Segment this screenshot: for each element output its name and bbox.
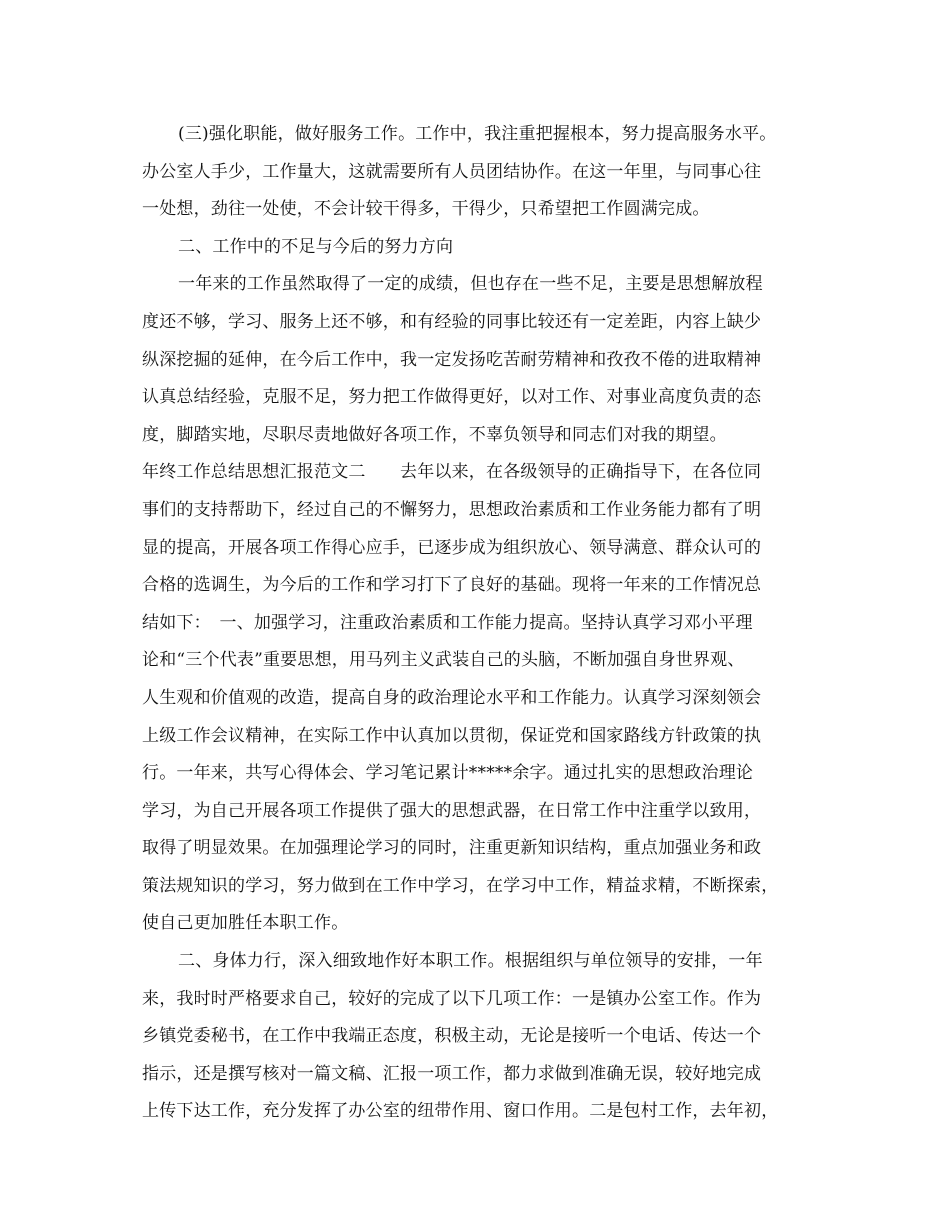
paragraph-line: 年终工作总结思想汇报范文二 去年以来，在各级领导的正确指导下，在各位同 [142,462,762,483]
paragraph-line: 上级工作会议精神，在实际工作中认真加以贯彻，保证党和国家路线方针政策的执 [142,725,762,746]
paragraph-line: 纵深挖掘的延伸，在今后工作中，我一定发扬吃苦耐劳精神和孜孜不倦的进取精神 [142,349,762,370]
paragraph-line: 人生观和价值观的改造，提高自身的政治理论水平和工作能力。认真学习深刻领会 [142,687,762,708]
paragraph-line: 事们的支持帮助下，经过自己的不懈努力，思想政治素质和工作业务能力都有了明 [142,499,762,520]
paragraph-line: 策法规知识的学习，努力做到在工作中学习，在学习中工作，精益求精，不断探索， [142,875,779,896]
section-heading: 二、工作中的不足与今后的努力方向 [178,236,454,257]
paragraph-line: 一年来的工作虽然取得了一定的成绩，但也存在一些不足，主要是思想解放程 [178,274,763,295]
paragraph-line: 认真总结经验，克服不足，努力把工作做得更好，以对工作、对事业高度负责的态 [142,387,762,408]
paragraph-line: 学习，为自己开展各项工作提供了强大的思想武器，在日常工作中注重学以致用， [142,800,762,821]
paragraph-line: 取得了明显效果。在加强理论学习的同时，注重更新知识结构，重点加强业务和政 [142,838,762,859]
document-body [142,116,822,1131]
paragraph-line: 结如下： 一、加强学习，注重政治素质和工作能力提高。坚持认真学习邓小平理 [142,612,753,633]
paragraph-line: 度还不够，学习、服务上还不够，和有经验的同事比较还有一定差距，内容上缺少 [142,311,762,332]
paragraph-line: 上传下达工作，充分发挥了办公室的纽带作用、窗口作用。二是包村工作，去年初， [142,1101,779,1122]
paragraph-line: 办公室人手少，工作量大，这就需要所有人员团结协作。在这一年里，与同事心往 [142,161,762,182]
paragraph-line: 指示，还是撰写核对一篇文稿、汇报一项工作，都力求做到准确无误，较好地完成 [142,1063,762,1084]
paragraph-line: 论和“三个代表”重要思想，用马列主义武装自己的头脑，不断加强自身世界观、 [142,650,745,671]
paragraph-line: 度，脚踏实地，尽职尽责地做好各项工作，不辜负领导和同志们对我的期望。 [142,424,727,445]
paragraph-line: 一处想，劲往一处使，不会计较干得多，干得少，只希望把工作圆满完成。 [142,199,710,220]
paragraph-line: 乡镇党委秘书，在工作中我端正态度，积极主动，无论是接听一个电话、传达一个 [142,1026,762,1047]
paragraph-line: 合格的选调生，为今后的工作和学习打下了良好的基础。现将一年来的工作情况总 [142,575,762,596]
paragraph-line: 来，我时时严格要求自己，较好的完成了以下几项工作：一是镇办公室工作。作为 [142,988,762,1009]
paragraph-line: 使自己更加胜任本职工作。 [142,913,349,934]
paragraph-line: 二、身体力行，深入细致地作好本职工作。根据组织与单位领导的安排，一年 [178,951,763,972]
paragraph-line: 显的提高，开展各项工作得心应手，已逐步成为组织放心、领导满意、群众认可的 [142,537,762,558]
paragraph-line: (三)强化职能，做好服务工作。工作中，我注重把握根本，努力提高服务水平。 [178,124,777,144]
paragraph-line: 行。一年来，共写心得体会、学习笔记累计*****余字。通过扎实的思想政治理论 [142,763,754,784]
